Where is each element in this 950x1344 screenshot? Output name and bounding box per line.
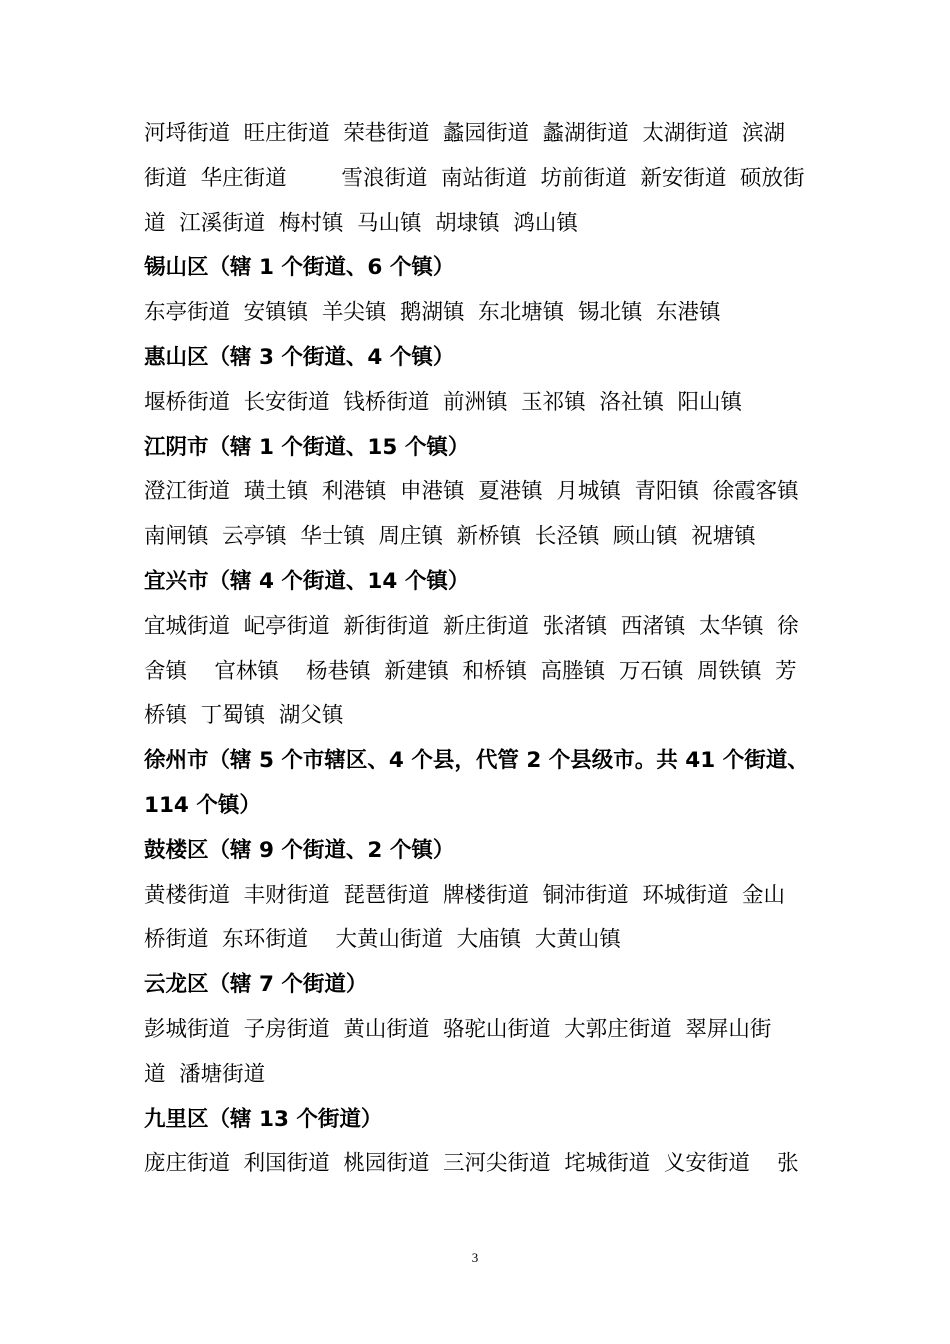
section-heading: 锡山区（辖 1 个街道、6 个镇） bbox=[144, 255, 455, 281]
text-line: 桥镇 丁蜀镇 湖父镇 bbox=[144, 703, 344, 729]
text-line: 道 潘塘街道 bbox=[144, 1061, 266, 1087]
text-line: 道 江溪街道 梅村镇 马山镇 胡埭镇 鸿山镇 bbox=[144, 210, 578, 236]
text-line: 街道 华庄街道 雪浪街道 南站街道 坊前街道 新安街道 硕放街 bbox=[144, 165, 805, 191]
section-heading: 云龙区（辖 7 个街道） bbox=[144, 972, 368, 998]
text-line: 庞庄街道 利国街道 桃园街道 三河尖街道 垞城街道 义安街道 张 bbox=[144, 1151, 799, 1177]
text-line: 东亭街道 安镇镇 羊尖镇 鹅湖镇 东北塘镇 锡北镇 东港镇 bbox=[144, 300, 721, 326]
document-body bbox=[144, 112, 824, 1187]
text-line: 堰桥街道 长安街道 钱桥街道 前洲镇 玉祁镇 洛社镇 阳山镇 bbox=[144, 389, 743, 415]
text-line: 桥街道 东环街道 大黄山街道 大庙镇 大黄山镇 bbox=[144, 927, 621, 953]
page-number: 3 bbox=[471, 1250, 479, 1265]
section-heading: 徐州市（辖 5 个市辖区、4 个县，代管 2 个县级市。共 41 个街道、 bbox=[144, 748, 809, 774]
section-heading: 江阴市（辖 1 个街道、15 个镇） bbox=[144, 434, 470, 460]
text-line: 南闸镇 云亭镇 华士镇 周庄镇 新桥镇 长泾镇 顾山镇 祝塘镇 bbox=[144, 524, 756, 550]
text-line: 彭城街道 子房街道 黄山街道 骆驼山街道 大郭庄街道 翠屏山街 bbox=[144, 1016, 772, 1042]
text-line: 宜城街道 屺亭街道 新街街道 新庄街道 张渚镇 西渚镇 太华镇 徐 bbox=[144, 613, 799, 639]
text-line: 舍镇 官林镇 杨巷镇 新建镇 和桥镇 高塍镇 万石镇 周铁镇 芳 bbox=[144, 658, 797, 684]
section-heading: 惠山区（辖 3 个街道、4 个镇） bbox=[144, 344, 455, 370]
text-line: 黄楼街道 丰财街道 琵琶街道 牌楼街道 铜沛街道 环城街道 金山 bbox=[144, 882, 786, 908]
section-heading: 宜兴市（辖 4 个街道、14 个镇） bbox=[144, 568, 470, 594]
section-heading: 九里区（辖 13 个街道） bbox=[144, 1106, 383, 1132]
text-line: 澄江街道 璜土镇 利港镇 申港镇 夏港镇 月城镇 青阳镇 徐霞客镇 bbox=[144, 479, 799, 505]
section-heading: 鼓楼区（辖 9 个街道、2 个镇） bbox=[144, 837, 455, 863]
section-heading: 114 个镇） bbox=[144, 792, 261, 818]
text-line: 河埒街道 旺庄街道 荣巷街道 蠡园街道 蠡湖街道 太湖街道 滨湖 bbox=[144, 121, 786, 146]
